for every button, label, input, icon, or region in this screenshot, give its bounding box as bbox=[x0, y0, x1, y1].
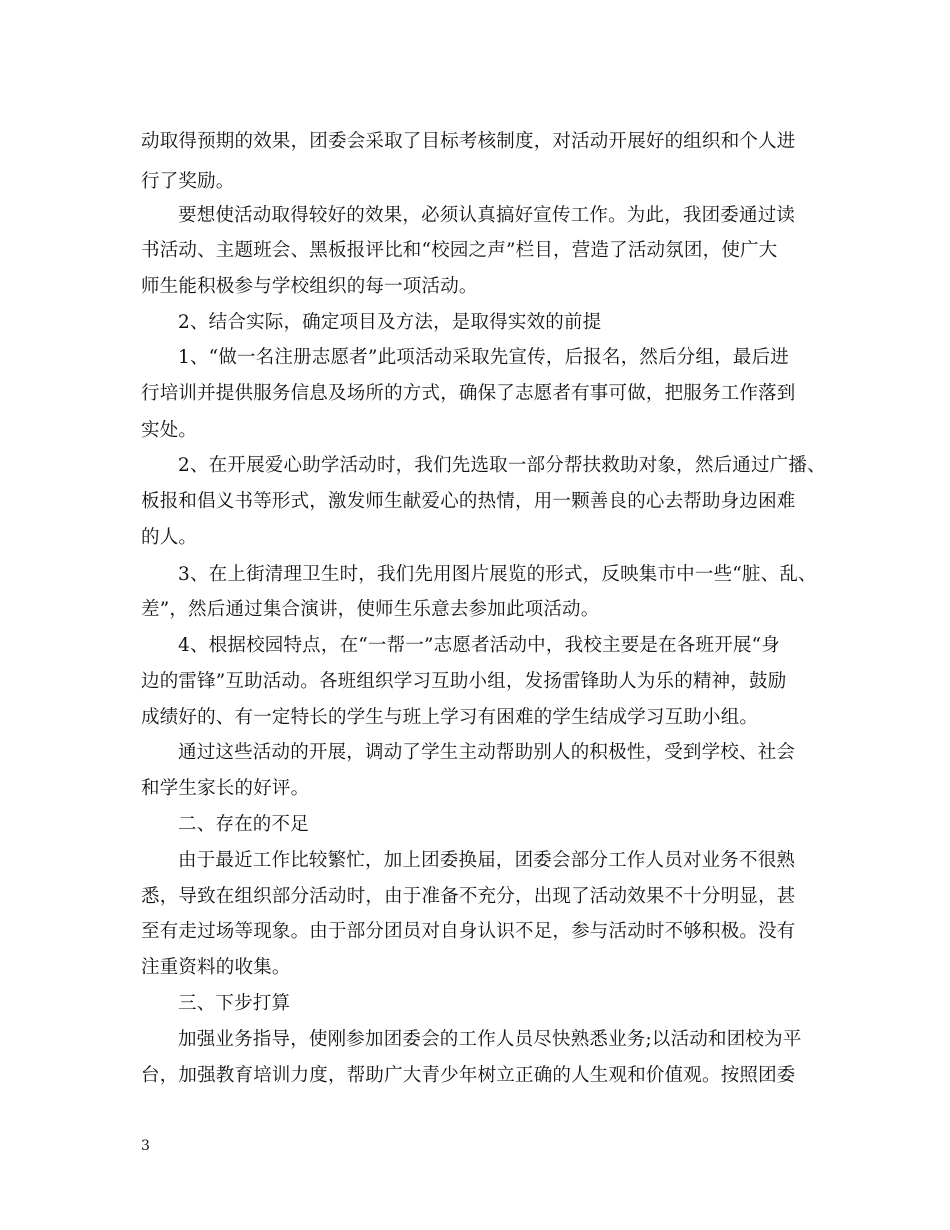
body-text-line: 书活动、主题班会、黑板报评比和“校园之声”栏目，营造了活动氛团，使广大 bbox=[141, 240, 778, 261]
body-text-line: 师生能积极参与学校组织的每一项活动。 bbox=[141, 276, 478, 297]
page-number: 3 bbox=[141, 1138, 150, 1154]
paragraph-first-line: 2、在开展爱心助学活动时，我们先选取一部分帮扶救助对象，然后通过广播、 bbox=[178, 455, 826, 476]
body-text-line: 注重资料的收集。 bbox=[141, 957, 291, 978]
body-text-line: 至有走过场等现象。由于部分团员对自身认识不足，参与活动时不够积极。没有 bbox=[141, 921, 796, 942]
paragraph-first-line: 要想使活动取得较好的效果，必须认真搞好宣传工作。为此，我团委通过读 bbox=[178, 205, 796, 226]
body-text-line: 台，加强教育培训力度，帮助广大青少年树立正确的人生观和价值观。按照团委 bbox=[141, 1065, 796, 1086]
section-subheading: 2、结合实际，确定项目及方法，是取得实效的前提 bbox=[178, 312, 602, 333]
section-heading: 三、下步打算 bbox=[178, 993, 291, 1014]
body-text-line: 动取得预期的效果，团委会采取了目标考核制度，对活动开展好的组织和个人进 bbox=[141, 131, 796, 152]
body-text-line: 和学生家长的好评。 bbox=[141, 778, 310, 799]
paragraph-first-line: 由于最近工作比较繁忙，加上团委换届，团委会部分工作人员对业务不很熟 bbox=[178, 850, 796, 871]
body-text-line: 成绩好的、有一定特长的学生与班上学习有困难的学生结成学习互助小组。 bbox=[141, 707, 759, 728]
paragraph-first-line: 通过这些活动的开展，调动了学生主动帮助别人的积极性，受到学校、社会 bbox=[178, 742, 796, 763]
paragraph-first-line: 4、根据校园特点，在“一帮一”志愿者活动中，我校主要是在各班开展“身 bbox=[178, 635, 780, 656]
body-text-line: 悉，导致在组织部分活动时，由于准备不充分，出现了活动效果不十分明显，甚 bbox=[141, 886, 796, 907]
body-text-line: 的人。 bbox=[141, 527, 198, 548]
paragraph-first-line: 1、“做一名注册志愿者”此项活动采取先宣传，后报名，然后分组，最后进 bbox=[178, 347, 789, 368]
body-text-line: 板报和倡义书等形式，激发师生献爱心的热情，用一颗善良的心去帮助身边困难 bbox=[141, 491, 796, 512]
paragraph-first-line: 3、在上街清理卫生时，我们先用图片展览的形式，反映集市中一些“脏、乱、 bbox=[178, 564, 817, 585]
body-text-line: 差”，然后通过集合演讲，使师生乐意去参加此项活动。 bbox=[141, 599, 600, 620]
section-heading: 二、存在的不足 bbox=[178, 814, 309, 835]
body-text-line: 实处。 bbox=[141, 420, 198, 441]
body-text-line: 行了奖励。 bbox=[141, 171, 235, 192]
paragraph-first-line: 加强业务指导，使刚参加团委会的工作人员尽快熟悉业务;以活动和团校为平 bbox=[178, 1029, 802, 1050]
body-text-line: 边的雷锋”互助活动。各班组织学习互助小组，发扬雷锋助人为乐的精神，鼓励 bbox=[141, 671, 787, 692]
body-text-line: 行培训并提供服务信息及场所的方式，确保了志愿者有事可做，把服务工作落到 bbox=[141, 383, 796, 404]
